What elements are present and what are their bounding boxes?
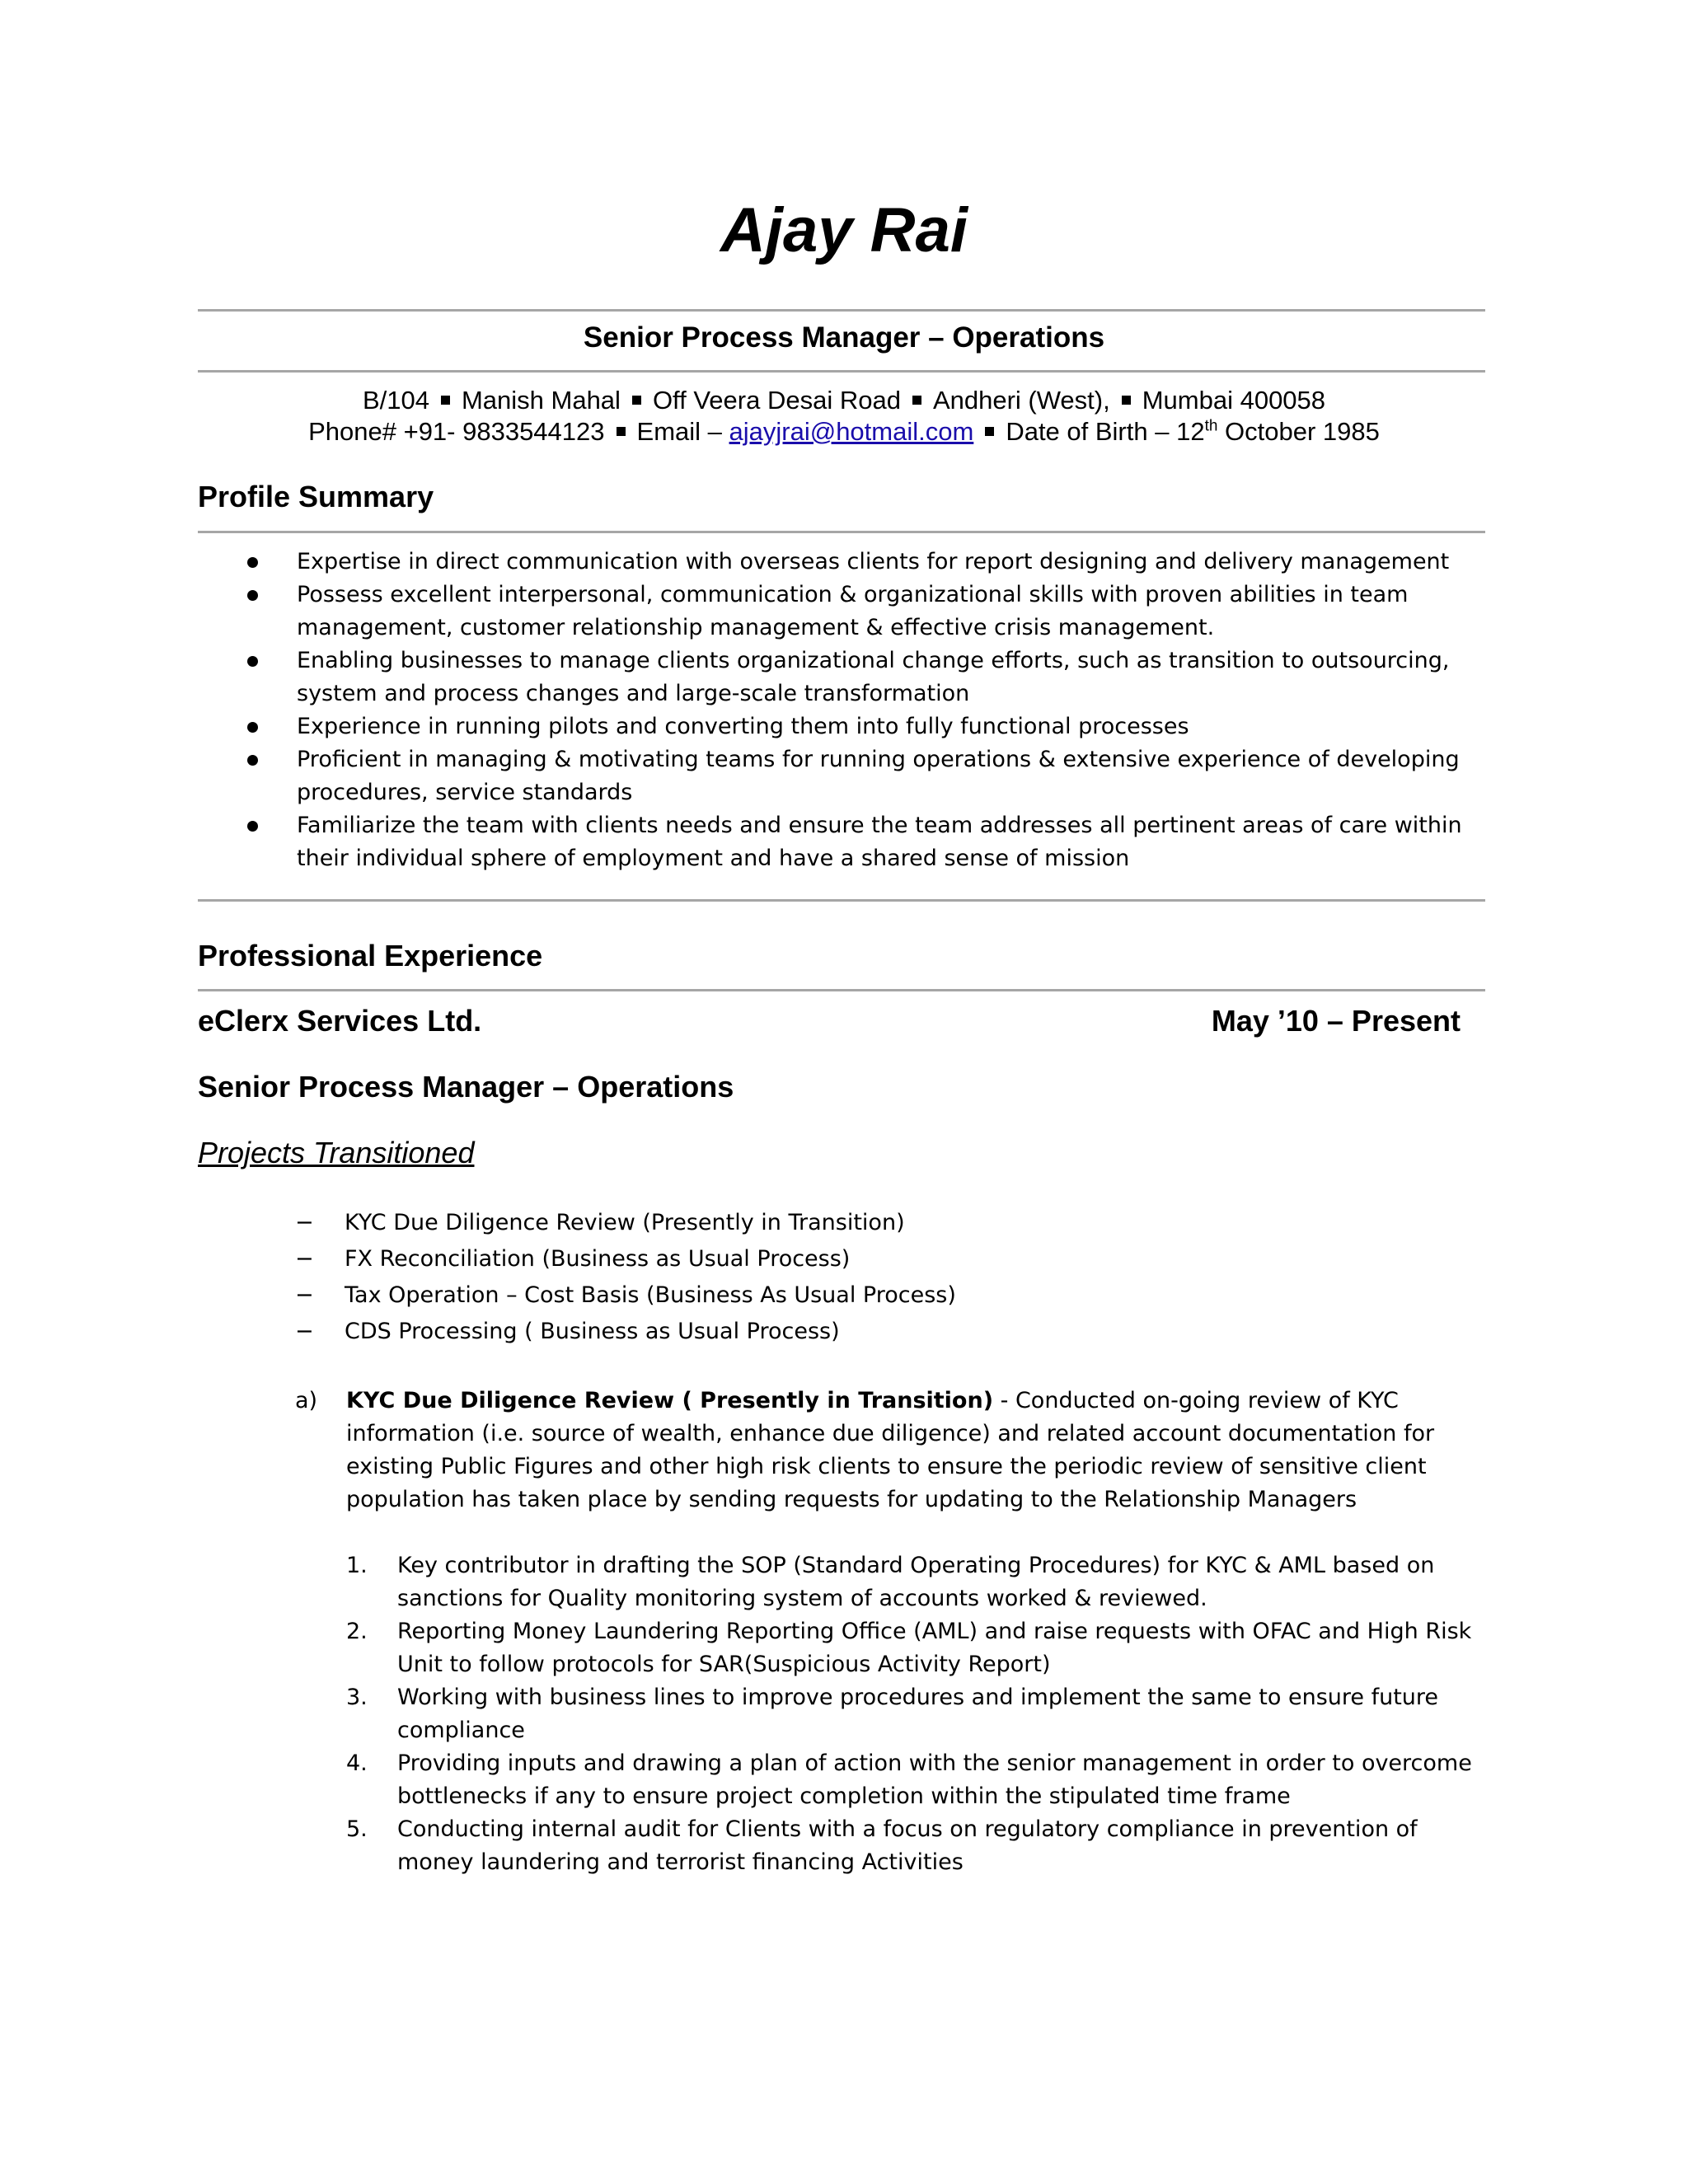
list-item-text: Enabling businesses to manage clients organizational change efforts, such as transition to outsourcing, system and process changes and large-scale transformation	[297, 648, 1450, 706]
projects-heading: Projects Transitioned	[198, 1136, 475, 1169]
list-item	[198, 546, 1485, 579]
item-number: 3.	[346, 1685, 368, 1710]
projects-list	[295, 1205, 956, 1350]
company-name: eClerx Services Ltd.	[198, 1004, 482, 1038]
dob-suffix: October 1985	[1225, 417, 1380, 446]
project-title: KYC Due Diligence Review ( Presently in Transition)	[346, 1388, 994, 1413]
list-item-text: Reporting Money Laundering Reporting Office (AML) and raise requests with OFAC and High Risk Unit to follow protocols for SAR(Suspicious Activity Report)	[397, 1619, 1472, 1677]
square-bullet-icon	[617, 427, 626, 436]
job-title: Senior Process Manager – Operations	[583, 321, 1105, 354]
role-title: Senior Process Manager – Operations	[198, 1070, 734, 1104]
list-item-text: Conducting internal audit for Clients with a focus on regulatory compliance in prevention of money laundering and terrorist financing Activities	[397, 1816, 1418, 1875]
bullet-icon	[247, 557, 258, 568]
list-item	[295, 1241, 956, 1277]
address-part: B/104	[362, 386, 429, 415]
list-item-text: Proficient in managing & motivating teams for running operations & extensive experience of developing procedures, service standards	[297, 747, 1460, 805]
list-item-text: KYC Due Diligence Review (Presently in Transition)	[345, 1210, 905, 1235]
project-description	[295, 1385, 1482, 1516]
list-item-text: FX Reconciliation (Business as Usual Process)	[345, 1246, 851, 1272]
list-item	[198, 809, 1485, 875]
item-number: 4.	[346, 1750, 368, 1776]
divider	[198, 309, 1485, 312]
item-number: 1.	[346, 1553, 368, 1578]
square-bullet-icon	[912, 396, 921, 405]
square-bullet-icon	[441, 396, 450, 405]
list-item	[198, 579, 1485, 644]
list-item	[295, 1277, 956, 1314]
contact-line	[0, 415, 1688, 448]
bullet-icon	[247, 755, 258, 766]
square-bullet-icon	[985, 427, 994, 436]
list-item	[346, 1747, 1484, 1813]
bullet-icon	[247, 590, 258, 601]
square-bullet-icon	[1122, 396, 1131, 405]
experience-heading: Professional Experience	[198, 939, 543, 972]
profile-summary-heading: Profile Summary	[198, 480, 434, 513]
address-part: Off Veera Desai Road	[652, 386, 901, 415]
item-number: 5.	[346, 1816, 368, 1842]
bullet-icon	[247, 821, 258, 832]
list-item-text: Providing inputs and drawing a plan of action with the senior management in order to overcome bottlenecks if any to ensure project completion within the stipulated time frame	[397, 1750, 1472, 1809]
list-item-text: Experience in running pilots and converting them into fully functional processes	[297, 714, 1189, 739]
project-description-text: - Conducted on-going review of KYC information (i.e. source of wealth, enhance due diligence) and related account documentation for existing Public Figures and other high risk clients to ensure the periodic review of sensitive client population has taken place by sending requests for updating to the Relationship Managers	[346, 1388, 1435, 1512]
list-item-text: Tax Operation – Cost Basis (Business As Usual Process)	[345, 1282, 956, 1308]
divider	[198, 899, 1485, 902]
list-item	[198, 710, 1485, 743]
item-number: 2.	[346, 1619, 368, 1644]
list-item-text: Working with business lines to improve procedures and implement the same to ensure future compliance	[397, 1685, 1439, 1743]
list-item	[295, 1314, 956, 1350]
address-line	[0, 384, 1688, 417]
divider	[198, 370, 1485, 373]
address-part: Andheri (West),	[932, 386, 1110, 415]
list-item-text: Familiarize the team with clients needs and ensure the team addresses all pertinent areas of care within their individual sphere of employment and have a shared sense of mission	[297, 813, 1462, 871]
profile-summary-list	[198, 546, 1485, 875]
employment-dates: May ’10 – Present	[1211, 1004, 1461, 1038]
list-item	[198, 743, 1485, 809]
dash-icon: −	[295, 1246, 314, 1272]
list-item	[198, 644, 1485, 710]
candidate-name: Ajay Rai	[720, 195, 968, 265]
list-item-text: CDS Processing ( Business as Usual Process)	[345, 1319, 840, 1344]
dash-icon: −	[295, 1282, 314, 1308]
list-item-text: Expertise in direct communication with overseas clients for report designing and delivery management	[297, 549, 1450, 574]
project-points-list	[346, 1549, 1484, 1879]
list-item-text: Key contributor in drafting the SOP (Standard Operating Procedures) for KYC & AML based on sanctions for Quality monitoring system of accounts worked & reviewed.	[397, 1553, 1435, 1611]
phone: Phone# +91- 9833544123	[308, 417, 605, 446]
address-part: Mumbai 400058	[1142, 386, 1326, 415]
square-bullet-icon	[632, 396, 641, 405]
list-item	[346, 1549, 1484, 1615]
list-item	[346, 1615, 1484, 1681]
divider	[198, 989, 1485, 991]
item-marker: a)	[295, 1388, 318, 1413]
list-item	[346, 1681, 1484, 1747]
list-item	[295, 1205, 956, 1241]
address-part: Manish Mahal	[461, 386, 621, 415]
list-item	[346, 1813, 1484, 1879]
dash-icon: −	[295, 1210, 314, 1235]
dob-superscript: th	[1204, 417, 1218, 435]
divider	[198, 531, 1485, 533]
list-item-text: Possess excellent interpersonal, communication & organizational skills with proven abilities in team management, customer relationship management & effective crisis management.	[297, 582, 1409, 640]
dob-prefix: Date of Birth – 12	[1006, 417, 1205, 446]
email-link[interactable]: ajayjrai@hotmail.com	[729, 417, 974, 446]
email-label: Email –	[636, 417, 722, 446]
dash-icon: −	[295, 1319, 314, 1344]
bullet-icon	[247, 722, 258, 733]
bullet-icon	[247, 656, 258, 667]
